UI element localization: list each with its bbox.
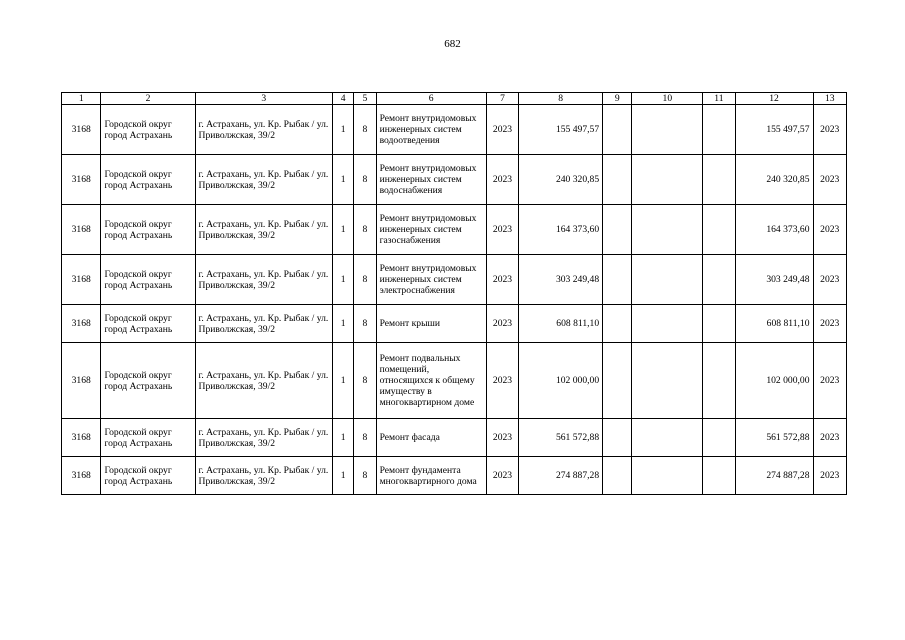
- cell-col13: 2023: [813, 419, 847, 457]
- cell-col11: [703, 457, 735, 495]
- cell-work: Ремонт фасада: [376, 419, 486, 457]
- cell-col5: 8: [354, 343, 376, 419]
- header-row: [62, 93, 847, 105]
- cell-year: 2023: [486, 205, 518, 255]
- cell-col11: [703, 255, 735, 305]
- cell-col4: 1: [333, 205, 354, 255]
- cell-municipality: Городской округ город Астрахань: [101, 457, 195, 495]
- cell-col12: 155 497,57: [735, 105, 813, 155]
- cell-col9: [603, 255, 632, 305]
- cell-address: г. Астрахань, ул. Кр. Рыбак / ул. Приволжская, 39/2: [195, 155, 333, 205]
- cell-col5: 8: [354, 305, 376, 343]
- column-header: 7: [486, 93, 518, 105]
- cell-id: 3168: [62, 155, 101, 205]
- cell-municipality: Городской округ город Астрахань: [101, 305, 195, 343]
- cell-work: Ремонт внутридомовых инженерных систем водоотведения: [376, 105, 486, 155]
- cell-col13: 2023: [813, 255, 847, 305]
- cell-municipality: Городской округ город Астрахань: [101, 255, 195, 305]
- cell-address: г. Астрахань, ул. Кр. Рыбак / ул. Приволжская, 39/2: [195, 255, 333, 305]
- cell-col4: 1: [333, 105, 354, 155]
- cell-year: 2023: [486, 457, 518, 495]
- cell-col9: [603, 343, 632, 419]
- cell-col9: [603, 205, 632, 255]
- cell-col10: [632, 105, 703, 155]
- table-row: [62, 457, 847, 495]
- cell-cost: 164 373,60: [519, 205, 603, 255]
- cell-col5: 8: [354, 419, 376, 457]
- cell-col9: [603, 419, 632, 457]
- table-row: [62, 105, 847, 155]
- register-table: [61, 92, 847, 495]
- cell-col13: 2023: [813, 343, 847, 419]
- cell-col10: [632, 205, 703, 255]
- cell-col4: 1: [333, 155, 354, 205]
- cell-col12: 608 811,10: [735, 305, 813, 343]
- cell-municipality: Городской округ город Астрахань: [101, 105, 195, 155]
- cell-cost: 561 572,88: [519, 419, 603, 457]
- cell-work: Ремонт крыши: [376, 305, 486, 343]
- cell-cost: 240 320,85: [519, 155, 603, 205]
- column-header: 4: [333, 93, 354, 105]
- column-header: 12: [735, 93, 813, 105]
- cell-col13: 2023: [813, 457, 847, 495]
- cell-col10: [632, 305, 703, 343]
- cell-col9: [603, 105, 632, 155]
- cell-cost: 608 811,10: [519, 305, 603, 343]
- column-header: 11: [703, 93, 735, 105]
- column-header: 8: [519, 93, 603, 105]
- cell-cost: 303 249,48: [519, 255, 603, 305]
- column-header: 9: [603, 93, 632, 105]
- column-header: 13: [813, 93, 847, 105]
- table-row: [62, 205, 847, 255]
- cell-col13: 2023: [813, 105, 847, 155]
- cell-col10: [632, 457, 703, 495]
- cell-work: Ремонт внутридомовых инженерных систем электроснабжения: [376, 255, 486, 305]
- cell-municipality: Городской округ город Астрахань: [101, 155, 195, 205]
- cell-id: 3168: [62, 419, 101, 457]
- cell-work: Ремонт внутридомовых инженерных систем водоснабжения: [376, 155, 486, 205]
- cell-col9: [603, 155, 632, 205]
- cell-id: 3168: [62, 255, 101, 305]
- cell-col12: 102 000,00: [735, 343, 813, 419]
- table-row: [62, 155, 847, 205]
- cell-col11: [703, 419, 735, 457]
- column-header: 6: [376, 93, 486, 105]
- table-row: [62, 255, 847, 305]
- cell-col5: 8: [354, 205, 376, 255]
- cell-col9: [603, 305, 632, 343]
- cell-work: Ремонт внутридомовых инженерных систем газоснабжения: [376, 205, 486, 255]
- cell-col13: 2023: [813, 305, 847, 343]
- table-row: [62, 343, 847, 419]
- cell-work: Ремонт фундамента многоквартирного дома: [376, 457, 486, 495]
- cell-col12: 303 249,48: [735, 255, 813, 305]
- cell-col10: [632, 155, 703, 205]
- cell-col12: 561 572,88: [735, 419, 813, 457]
- column-header: 2: [101, 93, 195, 105]
- cell-address: г. Астрахань, ул. Кр. Рыбак / ул. Приволжская, 39/2: [195, 419, 333, 457]
- cell-col4: 1: [333, 343, 354, 419]
- cell-year: 2023: [486, 419, 518, 457]
- cell-address: г. Астрахань, ул. Кр. Рыбак / ул. Приволжская, 39/2: [195, 457, 333, 495]
- cell-cost: 155 497,57: [519, 105, 603, 155]
- cell-address: г. Астрахань, ул. Кр. Рыбак / ул. Приволжская, 39/2: [195, 105, 333, 155]
- cell-cost: 102 000,00: [519, 343, 603, 419]
- column-header: 10: [632, 93, 703, 105]
- cell-col4: 1: [333, 457, 354, 495]
- cell-col4: 1: [333, 419, 354, 457]
- cell-col4: 1: [333, 255, 354, 305]
- column-header: 5: [354, 93, 376, 105]
- cell-id: 3168: [62, 343, 101, 419]
- column-header: 3: [195, 93, 333, 105]
- cell-col11: [703, 343, 735, 419]
- cell-col12: 274 887,28: [735, 457, 813, 495]
- cell-municipality: Городской округ город Астрахань: [101, 205, 195, 255]
- cell-col10: [632, 255, 703, 305]
- cell-municipality: Городской округ город Астрахань: [101, 419, 195, 457]
- cell-id: 3168: [62, 305, 101, 343]
- page-number: 682: [444, 38, 461, 50]
- cell-year: 2023: [486, 105, 518, 155]
- cell-year: 2023: [486, 343, 518, 419]
- cell-col5: 8: [354, 105, 376, 155]
- cell-address: г. Астрахань, ул. Кр. Рыбак / ул. Приволжская, 39/2: [195, 205, 333, 255]
- cell-col13: 2023: [813, 155, 847, 205]
- cell-col11: [703, 205, 735, 255]
- cell-col9: [603, 457, 632, 495]
- cell-id: 3168: [62, 457, 101, 495]
- table-body: [62, 105, 847, 495]
- cell-col13: 2023: [813, 205, 847, 255]
- cell-id: 3168: [62, 205, 101, 255]
- cell-year: 2023: [486, 155, 518, 205]
- cell-col5: 8: [354, 155, 376, 205]
- cell-year: 2023: [486, 305, 518, 343]
- cell-address: г. Астрахань, ул. Кр. Рыбак / ул. Приволжская, 39/2: [195, 343, 333, 419]
- cell-year: 2023: [486, 255, 518, 305]
- cell-col5: 8: [354, 255, 376, 305]
- cell-col10: [632, 343, 703, 419]
- cell-cost: 274 887,28: [519, 457, 603, 495]
- cell-col12: 164 373,60: [735, 205, 813, 255]
- cell-col10: [632, 419, 703, 457]
- table-row: [62, 305, 847, 343]
- cell-col4: 1: [333, 305, 354, 343]
- column-header: 1: [62, 93, 101, 105]
- cell-col11: [703, 305, 735, 343]
- cell-col11: [703, 155, 735, 205]
- cell-col5: 8: [354, 457, 376, 495]
- cell-municipality: Городской округ город Астрахань: [101, 343, 195, 419]
- cell-col11: [703, 105, 735, 155]
- table-row: [62, 419, 847, 457]
- cell-address: г. Астрахань, ул. Кр. Рыбак / ул. Приволжская, 39/2: [195, 305, 333, 343]
- cell-id: 3168: [62, 105, 101, 155]
- cell-col12: 240 320,85: [735, 155, 813, 205]
- cell-work: Ремонт подвальных помещений, относящихся к общему имуществу в многоквартирном доме: [376, 343, 486, 419]
